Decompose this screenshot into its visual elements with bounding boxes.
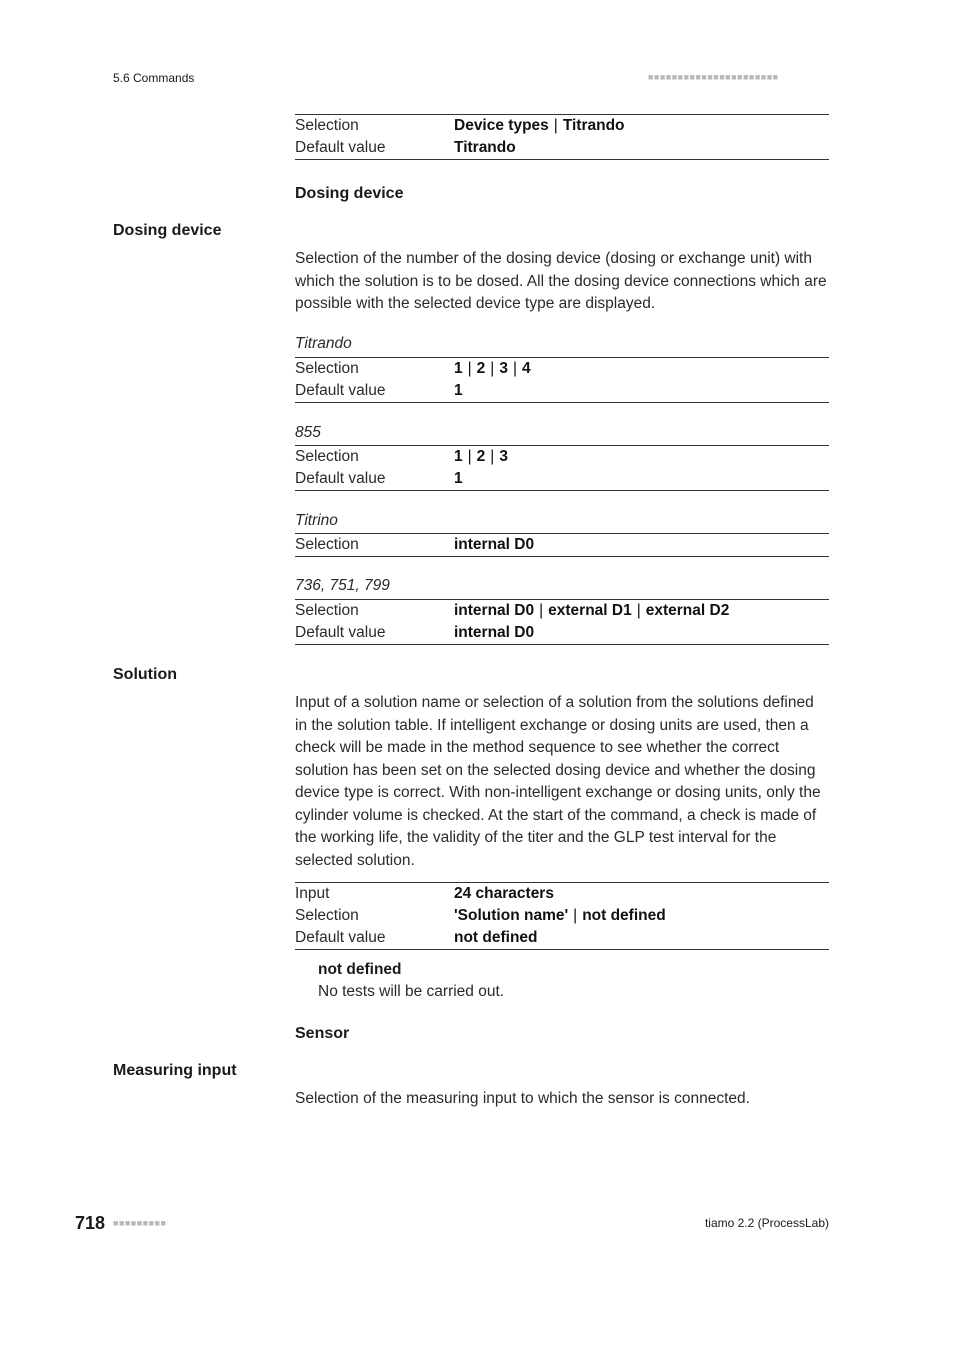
section-heading-sensor: Sensor (295, 1025, 350, 1042)
running-header-section: 5.6 Commands (113, 71, 195, 85)
product-name: tiamo 2.2 (ProcessLab) (704, 1216, 829, 1230)
device-table-titrino (295, 533, 829, 557)
device-table-855 (295, 445, 829, 491)
device-label: 855 (295, 424, 321, 441)
footer-decoration: ■■■■■■■■■ (113, 1218, 167, 1228)
param-value: 1 | 2 | 3 (454, 448, 508, 465)
param-key: Default value (295, 929, 386, 946)
page-number: 718 (75, 1213, 106, 1233)
param-key: Default value (295, 139, 386, 156)
param-value: internal D0 (454, 624, 535, 641)
param-value: 1 (454, 382, 463, 399)
param-value: 1 (454, 470, 463, 487)
definition-term: not defined (318, 961, 402, 978)
param-key: Default value (295, 382, 386, 399)
device-table-736-751-799 (295, 599, 829, 645)
param-value: internal D0 (454, 536, 535, 553)
param-key: Selection (295, 117, 359, 134)
device-type-table (295, 114, 829, 160)
param-key: Selection (295, 360, 359, 377)
param-description: Input of a solution name or selection of a solution from the solutions defined in the solution table. If intelligent exchange or dosing units are used, then a check will be made in the method sequence to see whether the correct solution has been set on the selected dosing device and whether the dosing device type is correct. With non-intelligent exchange or dosing units, only the cylinder volume is checked. At the start of the command, a check is made of the working life, the validity of the titer and the GLP test interval for the selected solution. (295, 694, 821, 869)
param-title-measuring-input: Measuring input (113, 1062, 237, 1079)
param-value: Titrando (454, 139, 516, 156)
header-decoration: ■■■■■■■■■■■■■■■■■■■■■■ (648, 72, 779, 82)
param-value: internal D0 | external D1 | external D2 (454, 602, 730, 619)
device-label: 736, 751, 799 (295, 577, 390, 594)
param-value: 1 | 2 | 3 | 4 (454, 360, 531, 377)
solution-table (295, 882, 829, 950)
device-table-titrando (295, 357, 829, 403)
param-key: Selection (295, 602, 359, 619)
param-value: 'Solution name' | not defined (454, 907, 666, 924)
param-title-dosing-device: Dosing device (113, 222, 222, 239)
param-key: Input (295, 885, 330, 902)
param-key: Selection (295, 536, 359, 553)
param-key: Default value (295, 470, 386, 487)
param-key: Selection (295, 448, 359, 465)
param-description: Selection of the measuring input to which the sensor is connected. (295, 1090, 750, 1107)
param-value: not defined (454, 929, 538, 946)
section-heading-dosing-device: Dosing device (295, 185, 404, 202)
param-value: Device types | Titrando (454, 117, 625, 134)
definition-description: No tests will be carried out. (318, 983, 505, 1000)
device-label: Titrando (295, 335, 352, 352)
device-label: Titrino (295, 512, 338, 529)
param-key: Default value (295, 624, 386, 641)
param-title-solution: Solution (113, 666, 177, 683)
param-description: Selection of the number of the dosing device (dosing or exchange unit) with which the solution is to be dosed. All the dosing device connections which are possible with the selected device type are displayed. (295, 250, 827, 312)
param-value: 24 characters (454, 885, 554, 902)
param-key: Selection (295, 907, 359, 924)
